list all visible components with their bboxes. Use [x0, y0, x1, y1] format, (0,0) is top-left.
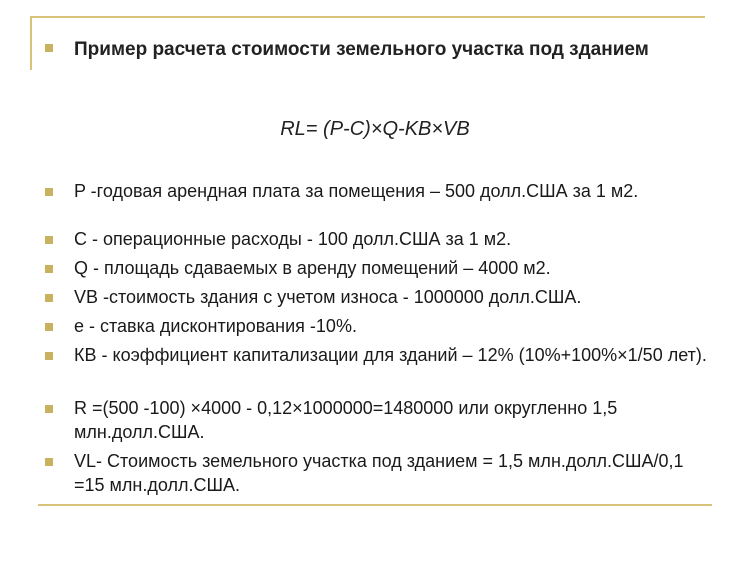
- list-item-p: P -годовая арендная плата за помещения – 500 долл.США за 1 м2.: [74, 181, 639, 201]
- left-decorative-rule: [30, 16, 32, 70]
- bullet-icon: [45, 265, 53, 273]
- bullet-icon: [45, 323, 53, 331]
- list-item-q: Q - площадь сдаваемых в аренду помещений – 4000 м2.: [74, 258, 551, 278]
- bottom-decorative-rule: [38, 504, 712, 506]
- slide-title: Пример расчета стоимости земельного участка под зданием: [74, 39, 649, 60]
- list-item-vl: VL- Стоимость земельного участка под зданием = 1,5 млн.долл.США/0,1 =15 млн.долл.США.: [74, 451, 684, 495]
- list-item-c: C - операционные расходы - 100 долл.США за 1 м2.: [74, 229, 512, 249]
- top-decorative-rule: [30, 16, 705, 18]
- bullet-icon: [45, 405, 53, 413]
- list-item-e: е - ставка дисконтирования -10%.: [74, 316, 357, 336]
- list-item-r: R =(500 -100) ×4000 - 0,12×1000000=1480000 или округленно 1,5 млн.долл.США.: [74, 398, 618, 442]
- formula: RL= (P-C)×Q-KB×VB: [280, 118, 470, 140]
- list-item-vb: VB -стоимость здания с учетом износа - 1000000 долл.США.: [74, 287, 582, 307]
- list-item-kb: КВ - коэффициент капитализации для зданий – 12% (10%+100%×1/50 лет).: [74, 345, 707, 365]
- bullet-icon: [45, 458, 53, 466]
- bullet-icon: [45, 294, 53, 302]
- bullet-icon: [45, 352, 53, 360]
- bullet-icon: [45, 236, 53, 244]
- title-bullet-icon: [45, 44, 53, 52]
- bullet-icon: [45, 188, 53, 196]
